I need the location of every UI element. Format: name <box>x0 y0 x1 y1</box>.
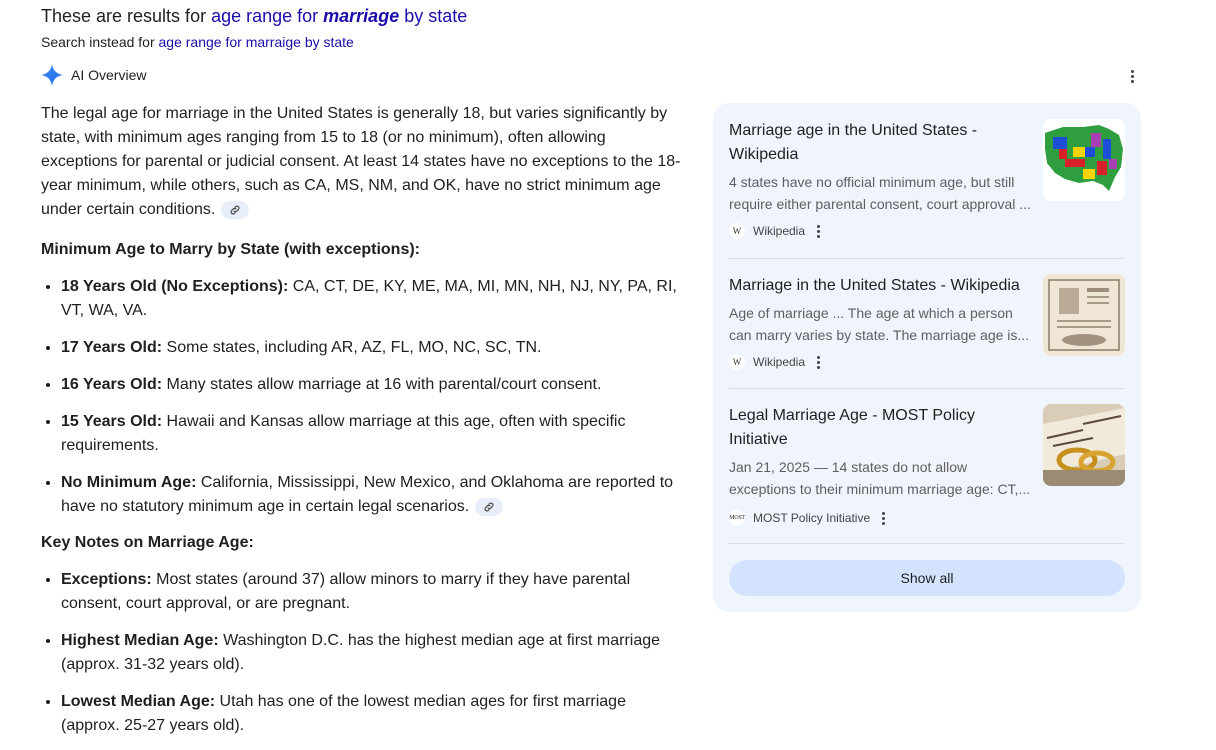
source-snippet: Jan 21, 2025 — 14 states do not allow exceptions to their minimum marriage age: CT,... <box>729 459 1031 497</box>
most-policy-favicon-icon: MOST <box>729 510 745 526</box>
source-card[interactable] <box>729 119 1125 249</box>
source-title[interactable]: Marriage in the United States - Wikipedia <box>729 277 1020 294</box>
source-card[interactable] <box>729 274 1125 379</box>
show-all-button[interactable]: Show all <box>729 560 1125 596</box>
wikipedia-favicon-icon: W <box>729 223 745 239</box>
source-card[interactable] <box>729 404 1125 534</box>
more-options-icon[interactable] <box>817 225 820 238</box>
search-instead-prefix: Search instead for <box>41 34 159 50</box>
original-query-link[interactable]: age range for marraige by state <box>158 34 354 50</box>
section-heading-key-notes: Key Notes on Marriage Age: <box>41 534 254 551</box>
list-item: • 15 Years Old: Hawaii and Kansas allow marriage at this age, often with specific requirements. <box>61 409 681 458</box>
divider <box>729 388 1125 389</box>
list-item: • Exceptions: Most states (around 37) allow minors to marry if they have parental consent, court approval, or are pregnant. <box>61 567 681 616</box>
list-item: • Highest Median Age: Washington D.C. has the highest median age at first marriage (approx. 31-32 years old). <box>61 628 681 677</box>
list-item: • 16 Years Old: Many states allow marriage at 16 with parental/court consent. <box>61 372 681 397</box>
corrected-query-link[interactable]: age range for marriage by state <box>211 6 468 26</box>
source-site-name: Wikipedia <box>753 355 806 369</box>
list-item: • 18 Years Old (No Exceptions): CA, CT, DE, KY, ME, MA, MI, MN, NH, NJ, NY, PA, RI, VT, WA, VA. <box>61 274 681 323</box>
source-snippet: 4 states have no official minimum age, but still require either parental consent, court approval ... <box>729 174 1031 212</box>
ai-overview-label: AI Overview <box>71 67 147 83</box>
divider <box>729 258 1125 259</box>
sources-panel <box>713 103 1141 612</box>
marriage-certificate-thumbnail <box>1043 274 1125 356</box>
spell-prefix: These are results for <box>41 6 212 26</box>
divider <box>729 543 1125 544</box>
citation-link-icon[interactable] <box>475 498 503 516</box>
source-title[interactable]: Marriage age in the United States - Wikipedia <box>729 122 978 163</box>
source-site-name: Wikipedia <box>753 224 806 238</box>
more-options-icon[interactable] <box>817 356 820 369</box>
minimum-age-list <box>41 274 681 519</box>
spelling-correction <box>41 6 467 27</box>
source-site-name: MOST Policy Initiative <box>753 511 871 525</box>
wedding-rings-thumbnail <box>1043 404 1125 486</box>
source-site <box>729 354 820 370</box>
source-site <box>729 223 820 239</box>
source-snippet: Age of marriage ... The age at which a person can marry varies by state. The marriage age is... <box>729 305 1030 343</box>
ai-overview-content <box>41 102 681 750</box>
citation-link-icon[interactable] <box>221 201 249 219</box>
list-item: • 17 Years Old: Some states, including AR, AZ, FL, MO, NC, SC, TN. <box>61 335 681 360</box>
more-options-icon[interactable] <box>882 512 885 525</box>
more-options-icon[interactable] <box>1124 66 1140 86</box>
list-item: • Lowest Median Age: Utah has one of the lowest median ages for first marriage (approx. 25-27 years old). <box>61 689 681 738</box>
source-site <box>729 510 885 526</box>
wikipedia-favicon-icon: W <box>729 354 745 370</box>
ai-overview-header <box>41 64 146 86</box>
list-item: • No Minimum Age: California, Mississippi, New Mexico, and Oklahoma are reported to have no statutory minimum age in certain legal scenarios. <box>61 470 681 519</box>
search-instead <box>41 34 354 50</box>
source-title[interactable]: Legal Marriage Age - MOST Policy Initiative <box>729 407 976 448</box>
section-heading-minimum-age: Minimum Age to Marry by State (with exceptions): <box>41 241 421 258</box>
intro-paragraph: The legal age for marriage in the United States is generally 18, but varies significantly by state, with minimum ages ranging from 15 to 18 (or no minimum), often allowing exceptions for parental or judicial consent. At least 14 states have no exceptions to the 18-year minimum, while others, such as CA, MS, NM, and OK, have no strict minimum age under certain conditions. <box>41 105 681 218</box>
key-notes-list <box>41 567 681 738</box>
gemini-sparkle-icon <box>41 64 63 86</box>
us-map-thumbnail <box>1043 119 1125 201</box>
